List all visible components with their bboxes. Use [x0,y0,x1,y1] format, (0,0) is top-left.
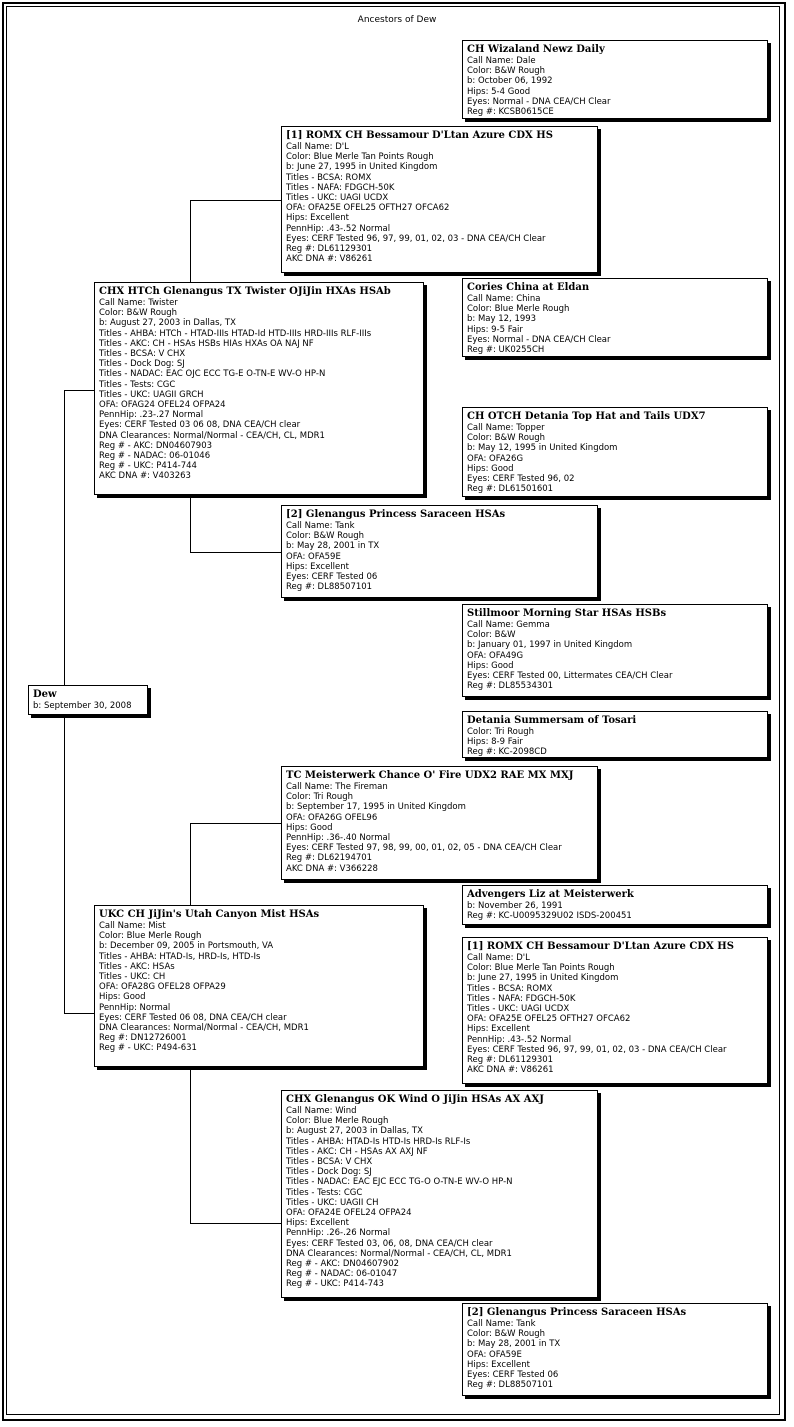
dog-detail: DNA Clearances: Normal/Normal - CEA/CH, CL, MDR1 [99,430,325,441]
dog-detail: Color: B&W Rough [99,308,178,319]
dog-detail: Color: Tri Rough [286,792,354,803]
dog-detail: Call Name: Wind [286,1106,357,1116]
dog-detail: Color: Blue Merle Rough [286,1116,389,1127]
dam-box [94,905,424,1067]
dog-detail: Reg # - AKC: DN04607903 [99,440,213,451]
dog-detail: Hips: Good [467,660,514,671]
dog-detail: Call Name: Twister [99,298,178,308]
dog-detail: Titles - UKC: UAGII GRCH [99,389,204,400]
dog-detail: AKC DNA #: V86261 [467,1065,554,1076]
dog-detail: Hips: 5-4 Good [467,86,531,97]
dog-detail: Hips: Excellent [286,213,349,224]
dog-detail: OFA: OFA26G OFEL96 [286,812,378,823]
dog-detail: AKC DNA #: V86261 [286,254,373,265]
dog-detail: b: November 26, 1991 [467,901,563,911]
dog-detail: PennHip: Normal [99,1002,171,1013]
dam-sire-box [281,766,598,880]
dog-detail: Color: Blue Merle Rough [99,931,202,942]
dog-detail: Eyes: CERF Tested 00, Littermates CEA/CH Clear [467,671,673,682]
dog-name: Advengers Liz at Meisterwerk [467,889,634,900]
dog-detail: b: May 28, 2001 in TX [467,1339,561,1350]
dog-detail: Eyes: CERF Tested 97, 98, 99, 00, 01, 02, 05 - DNA CEA/CH Clear [286,843,562,854]
dog-detail: Eyes: CERF Tested 96, 97, 99, 01, 02, 03 - DNA CEA/CH Clear [286,233,546,244]
dam-dam-dam-box [462,1303,768,1396]
dog-detail: Eyes: CERF Tested 96, 02 [467,474,575,485]
dam-sire-sire-box [462,711,768,758]
dam-dam-box [281,1090,598,1298]
dog-detail: Call Name: Dale [467,56,536,66]
dog-detail: Color: Blue Merle Tan Points Rough [467,963,615,974]
dog-detail: Eyes: CERF Tested 06 [467,1370,559,1381]
dog-detail: OFA: OFA24E OFEL24 OFPA24 [286,1208,412,1219]
dog-detail: Reg #: DL62194701 [286,853,373,864]
dog-detail: Reg #: DL85534301 [467,681,554,692]
dog-name: CH OTCH Detania Top Hat and Tails UDX7 [467,411,706,422]
dog-detail: Color: Blue Merle Tan Points Rough [286,152,434,163]
dog-detail: Call Name: D'L [286,142,349,152]
dog-name: Detania Summersam of Tosari [467,715,637,726]
dog-detail: PennHip: .43-.52 Normal [286,223,391,234]
dog-name: [1] ROMX CH Bessamour D'Ltan Azure CDX HS [286,130,553,141]
dog-name: CH Wizaland Newz Daily [467,44,605,55]
dog-detail: Reg # - UKC: P414-744 [99,461,197,472]
dog-detail: Eyes: CERF Tested 96, 97, 99, 01, 02, 03 - DNA CEA/CH Clear [467,1044,727,1055]
dog-detail: Titles - NAFA: FDGCH-50K [286,182,395,193]
dog-detail: Reg #: DL61129301 [286,244,373,255]
dog-detail: PennHip: .23-.27 Normal [99,410,204,421]
dog-detail: Hips: Excellent [467,1024,530,1035]
dog-detail: Titles - Tests: CGC [286,1187,363,1198]
connector-line [64,390,94,391]
dog-name: [2] Glenangus Princess Saraceen HSAs [286,509,506,520]
dog-detail: Titles - BCSA: V CHX [99,349,186,360]
subject-box [28,685,148,715]
sire-sire-box [281,126,598,273]
dog-detail: Call Name: The Fireman [286,782,388,792]
dog-detail: b: June 27, 1995 in United Kingdom [467,973,619,984]
dog-detail: Reg # - UKC: P494-631 [99,1043,197,1054]
sire-box [94,282,424,495]
dog-detail: b: May 28, 2001 in TX [286,541,380,552]
dog-detail: Color: B&W Rough [467,66,546,77]
dog-detail: OFA: OFA49G [467,650,524,661]
dog-detail: Titles - BCSA: ROMX [286,172,372,183]
dog-detail: Call Name: Gemma [467,620,550,630]
dog-detail: OFA: OFA26G [467,453,524,464]
dam-dam-sire-box [462,937,768,1084]
dog-detail: Eyes: CERF Tested 06 [286,572,378,583]
sire-sire-sire-box [462,40,768,119]
dog-name: TC Meisterwerk Chance O' Fire UDX2 RAE MX MXJ [286,770,574,781]
dog-detail: Titles - NAFA: FDGCH-50K [467,993,576,1004]
dog-detail: OFA: OFAG24 OFEL24 OFPA24 [99,400,226,411]
dog-detail: Titles - Dock Dog: SJ [286,1167,372,1178]
dog-detail: b: August 27, 2003 in Dallas, TX [286,1126,423,1137]
dog-detail: Titles - NADAC: EAC EJC ECC TG-O O-TN-E WV-O HP-N [286,1177,513,1188]
dog-detail: Reg #: KCSB0615CE [467,107,554,118]
dog-detail: Reg #: DL61501601 [467,484,554,495]
dog-detail: Color: Tri Rough [467,727,535,737]
dog-detail: Hips: Good [99,992,146,1003]
dog-detail: Color: B&W Rough [286,531,365,542]
dog-name: CHX HTCh Glenangus TX Twister OJiJin HXAs HSAb [99,286,391,297]
dog-detail: Reg # - AKC: DN04607902 [286,1259,400,1270]
dog-detail: Titles - UKC: UAGII CH [286,1197,379,1208]
dog-detail: Hips: Good [467,463,514,474]
dog-detail: b: September 17, 1995 in United Kingdom [286,802,466,813]
sire-dam-dam-box [462,604,768,697]
dog-detail: Reg #: KC-2098CD [467,747,547,758]
page-title: Ancestors of Dew [357,15,437,25]
dog-detail: Color: B&W [467,630,516,641]
connector-line [64,1013,94,1014]
dog-detail: Call Name: D'L [467,953,530,963]
sire-dam-sire-box [462,407,768,497]
dog-detail: OFA: OFA59E [286,551,341,562]
dog-detail: Reg # - NADAC: 06-01047 [286,1269,398,1280]
dog-detail: AKC DNA #: V366228 [286,863,378,874]
dog-detail: OFA: OFA25E OFEL25 OFTH27 OFCA62 [467,1014,631,1025]
dog-detail: Reg # - UKC: P414-743 [286,1279,384,1290]
dog-detail: OFA: OFA28G OFEL28 OFPA29 [99,982,226,993]
dog-detail: b: May 12, 1995 in United Kingdom [467,443,618,454]
dog-detail: Color: B&W Rough [467,433,546,444]
dog-detail: b: August 27, 2003 in Dallas, TX [99,318,236,329]
dog-detail: Eyes: Normal - DNA CEA/CH Clear [467,96,611,107]
dog-name: UKC CH JiJin's Utah Canyon Mist HSAs [99,909,320,920]
dog-detail: Call Name: Topper [467,423,545,433]
dog-detail: b: October 06, 1992 [467,76,553,87]
dog-detail: Call Name: China [467,294,541,304]
connector-line [190,1223,281,1224]
dog-detail: PennHip: .43-.52 Normal [467,1034,572,1045]
dog-detail: OFA: OFA59E [467,1349,522,1360]
dog-detail: Titles - BCSA: V CHX [286,1157,373,1168]
dog-detail: Reg #: DN12726001 [99,1033,187,1044]
dog-detail: Call Name: Mist [99,921,166,931]
connector-line [190,200,281,201]
dog-name: Cories China at Eldan [467,282,590,293]
dog-name: Dew [33,689,57,700]
dog-detail: Hips: Excellent [286,1218,349,1229]
dog-detail: Titles - BCSA: ROMX [467,983,553,994]
dog-detail: Reg #: KC-U0095329U02 ISDS-200451 [467,911,632,922]
dog-detail: OFA: OFA25E OFEL25 OFTH27 OFCA62 [286,203,450,214]
dog-detail: Titles - AKC: CH - HSAs AX AXJ NF [286,1146,428,1157]
dog-detail: b: December 09, 2005 in Portsmouth, VA [99,941,274,952]
dog-detail: DNA Clearances: Normal/Normal - CEA/CH, MDR1 [99,1023,309,1034]
dog-name: [2] Glenangus Princess Saraceen HSAs [467,1307,687,1318]
dog-detail: Titles - Dock Dog: SJ [99,359,185,370]
dog-detail: Hips: 8-9 Fair [467,737,523,748]
dog-detail: Eyes: CERF Tested 06 08, DNA CEA/CH clear [99,1012,287,1023]
dam-sire-dam-box [462,885,768,925]
dog-detail: Color: Blue Merle Rough [467,304,570,315]
dog-detail: DNA Clearances: Normal/Normal - CEA/CH, CL, MDR1 [286,1248,512,1259]
dog-detail: Titles - UKC: UAGI UCDX [286,193,389,204]
dog-detail: b: June 27, 1995 in United Kingdom [286,162,438,173]
dog-detail: Titles - UKC: CH [99,972,166,983]
dog-detail: b: May 12, 1993 [467,314,537,325]
sire-sire-dam-box [462,278,768,357]
dog-detail: Call Name: Tank [286,521,355,531]
dog-detail: PennHip: .26-.26 Normal [286,1228,391,1239]
connector-line [190,552,281,553]
dog-detail: Titles - NADAC: EAC OJC ECC TG-E O-TN-E WV-O HP-N [99,369,326,380]
dog-detail: Titles - AKC: HSAs [99,961,175,972]
dog-detail: Color: B&W Rough [467,1329,546,1340]
dog-detail: Reg #: DL88507101 [467,1380,554,1391]
dog-detail: Reg #: DL61129301 [467,1055,554,1066]
dog-detail: Titles - AHBA: HTAD-Is HTD-Is HRD-Is RLF-Is [286,1136,471,1147]
dog-detail: Reg #: UK0255CH [467,345,545,356]
dog-detail: Eyes: CERF Tested 03, 06, 08, DNA CEA/CH clear [286,1238,493,1249]
dog-detail: Titles - Tests: CGC [99,379,176,390]
sire-dam-box [281,505,598,598]
connector-line [190,823,281,824]
dog-detail: Hips: Excellent [286,561,349,572]
dog-detail: Titles - AHBA: HTAD-Is, HRD-Is, HTD-Is [99,951,261,962]
dog-detail: Hips: Excellent [467,1359,530,1370]
dog-detail: Eyes: Normal - DNA CEA/CH Clear [467,334,611,345]
dog-name: [1] ROMX CH Bessamour D'Ltan Azure CDX HS [467,941,734,952]
dog-detail: Reg #: DL88507101 [286,582,373,593]
dog-detail: Call Name: Tank [467,1319,536,1329]
dog-detail: Titles - AKC: CH - HSAs HSBs HIAs HXAs OA NAJ NF [99,338,314,349]
dog-detail: Reg # - NADAC: 06-01046 [99,451,211,462]
dog-detail: b: September 30, 2008 [33,701,132,711]
dog-name: CHX Glenangus OK Wind O JiJin HSAs AX AXJ [286,1094,545,1105]
dog-detail: PennHip: .36-.40 Normal [286,833,391,844]
dog-detail: b: January 01, 1997 in United Kingdom [467,640,633,651]
dog-detail: Hips: Good [286,822,333,833]
dog-detail: Hips: 9-5 Fair [467,324,523,335]
dog-detail: Eyes: CERF Tested 03 06 08, DNA CEA/CH clear [99,420,301,431]
dog-detail: Titles - AHBA: HTCh - HTAD-IIIs HTAD-Id HTD-IIIs HRD-IIIs RLF-IIIs [99,328,372,339]
dog-name: Stillmoor Morning Star HSAs HSBs [467,608,667,619]
dog-detail: Titles - UKC: UAGI UCDX [467,1004,570,1015]
dog-detail: AKC DNA #: V403263 [99,471,191,482]
